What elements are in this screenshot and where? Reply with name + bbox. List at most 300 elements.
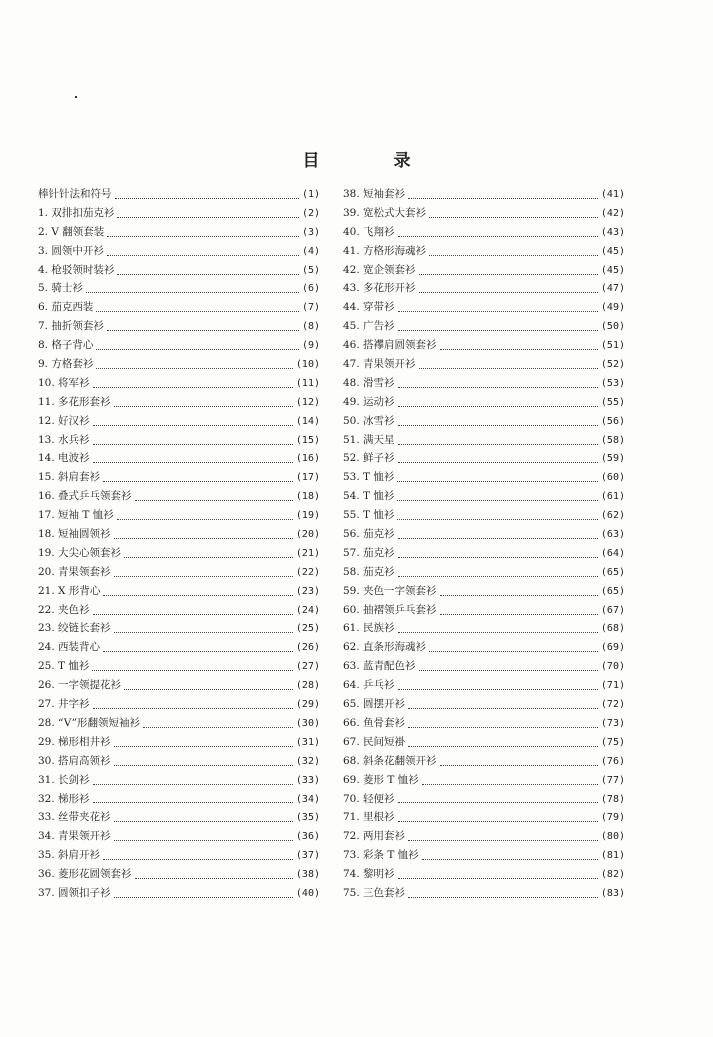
toc-entry xyxy=(38,583,320,602)
toc-entry xyxy=(38,469,320,488)
leader-dots xyxy=(96,305,299,312)
toc-entry-title: 47. 青果领开衫 xyxy=(343,358,416,371)
toc-entry-page: (12) xyxy=(295,396,320,408)
toc-entry-page: (29) xyxy=(295,699,320,711)
leader-dots xyxy=(103,589,293,596)
toc-entry xyxy=(38,602,320,621)
toc-entry-title: 23. 绞链长套衫 xyxy=(38,622,111,635)
toc-entry-title: 39. 宽松式大套衫 xyxy=(343,206,427,219)
toc-left-column xyxy=(38,186,320,904)
leader-dots xyxy=(408,702,598,709)
toc-entry xyxy=(38,639,320,658)
toc-entry-page: (20) xyxy=(295,529,320,541)
toc-entry-page: (55) xyxy=(600,396,625,408)
toc-entry-page: (21) xyxy=(295,547,320,559)
toc-entry xyxy=(38,205,320,224)
leader-dots xyxy=(398,400,598,407)
leader-dots xyxy=(86,286,299,293)
toc-entry xyxy=(343,564,625,583)
toc-entry-title: 58. 茄克衫 xyxy=(343,565,395,578)
toc-entry xyxy=(343,847,625,866)
toc-entry xyxy=(38,375,320,394)
toc-entry-page: (62) xyxy=(600,510,625,522)
leader-dots xyxy=(422,853,598,860)
leader-dots xyxy=(440,589,598,596)
toc-entry-page: (72) xyxy=(600,699,625,711)
toc-entry-page: (75) xyxy=(600,736,625,748)
toc-entry-title: 51. 满天星 xyxy=(343,433,395,446)
toc-entry-title: 5. 骑士衫 xyxy=(38,282,83,295)
toc-entry xyxy=(343,224,625,243)
toc-entry-title: 73. 彩条 T 恤衫 xyxy=(343,849,419,862)
leader-dots xyxy=(107,324,299,331)
toc-entry-page: (38) xyxy=(295,869,320,881)
leader-dots xyxy=(398,305,598,312)
leader-dots xyxy=(92,664,293,671)
leader-dots xyxy=(114,815,293,822)
toc-entry-title: 9. 方格套衫 xyxy=(38,358,94,371)
leader-dots xyxy=(96,343,299,350)
toc-entry xyxy=(343,337,625,356)
toc-entry-page: (64) xyxy=(600,547,625,559)
leader-dots xyxy=(117,268,299,275)
leader-dots xyxy=(398,230,598,237)
toc-entry-page: (23) xyxy=(295,585,320,597)
toc-entry xyxy=(38,280,320,299)
toc-entry-page: (67) xyxy=(600,604,625,616)
toc-entry xyxy=(343,356,625,375)
toc-entry-page: (42) xyxy=(600,207,625,219)
toc-entry-title: 27. 井字衫 xyxy=(38,698,90,711)
leader-dots xyxy=(124,683,293,690)
toc-entry-page: (56) xyxy=(600,415,625,427)
toc-entry-page: (33) xyxy=(295,774,320,786)
toc-entry xyxy=(38,356,320,375)
toc-entry-page: (24) xyxy=(295,604,320,616)
toc-entry-page: (82) xyxy=(600,869,625,881)
toc-entry-title: 7. 抽折领套衫 xyxy=(38,320,104,333)
toc-entry-page: (63) xyxy=(600,529,625,541)
leader-dots xyxy=(398,324,598,331)
leader-dots xyxy=(397,494,598,501)
toc-entry xyxy=(38,753,320,772)
toc-entry-title: 棒针针法和符号 xyxy=(38,188,112,200)
toc-entry-page: (2) xyxy=(301,207,320,219)
leader-dots xyxy=(419,664,598,671)
toc-entry-page: (61) xyxy=(600,491,625,503)
page-title: 目 录 xyxy=(302,151,445,171)
toc-entry-page: (27) xyxy=(295,661,320,673)
toc-entry-title: 41. 方格形海魂衫 xyxy=(343,244,427,257)
toc-entry-page: (7) xyxy=(301,302,320,314)
leader-dots xyxy=(107,249,299,256)
toc-entry-page: (71) xyxy=(600,680,625,692)
leader-dots xyxy=(103,645,293,652)
toc-entry-page: (31) xyxy=(295,736,320,748)
toc-entry-page: (34) xyxy=(295,793,320,805)
leader-dots xyxy=(93,778,293,785)
leader-dots xyxy=(408,721,598,728)
toc-entry-page: (15) xyxy=(295,434,320,446)
leader-dots xyxy=(103,475,293,482)
toc-entry xyxy=(38,526,320,545)
toc-entry-page: (81) xyxy=(600,850,625,862)
toc-entry-page: (11) xyxy=(295,377,320,389)
leader-dots xyxy=(93,702,293,709)
toc-entry-title: 45. 广告衫 xyxy=(343,320,395,333)
toc-entry-title: 71. 里根衫 xyxy=(343,811,395,824)
toc-entry-title: 46. 搭襻肩圆领套衫 xyxy=(343,339,437,352)
leader-dots xyxy=(398,456,598,463)
toc-entry-title: 22. 夹色衫 xyxy=(38,603,90,616)
toc-entry xyxy=(38,224,320,243)
toc-entry-page: (18) xyxy=(295,491,320,503)
toc-entry-title: 31. 长剑衫 xyxy=(38,773,90,786)
toc-entry-page: (3) xyxy=(301,226,320,238)
toc-entry xyxy=(38,809,320,828)
toc-entry-page: (68) xyxy=(600,623,625,635)
toc-entry-page: (16) xyxy=(295,453,320,465)
toc-entry xyxy=(343,772,625,791)
toc-entry-title: 68. 斜条花翻领开衫 xyxy=(343,754,437,767)
toc-entry xyxy=(38,243,320,262)
leader-dots xyxy=(397,513,598,520)
leader-dots xyxy=(114,740,293,747)
leader-dots xyxy=(429,645,598,652)
toc-entry-title: 20. 青果领套衫 xyxy=(38,565,111,578)
toc-entry-title: 13. 水兵衫 xyxy=(38,433,90,446)
toc-entry-title: 16. 叠式乒乓领套衫 xyxy=(38,490,132,503)
leader-dots xyxy=(422,778,598,785)
toc-entry-title: 29. 梯形相井衫 xyxy=(38,735,111,748)
toc-entry-page: (79) xyxy=(600,812,625,824)
toc-entry-title: 64. 乒乓衫 xyxy=(343,679,395,692)
toc-entry xyxy=(38,299,320,318)
toc-entry-title: 38. 短袖套衫 xyxy=(343,188,406,200)
toc-entry xyxy=(343,318,625,337)
leader-dots xyxy=(114,400,293,407)
toc-entry-page: (70) xyxy=(600,661,625,673)
toc-entry-title: 69. 菱形 T 恤衫 xyxy=(343,773,419,786)
leader-dots xyxy=(398,438,598,445)
toc-entry xyxy=(343,262,625,281)
toc-entry-page: (73) xyxy=(600,717,625,729)
toc-entry xyxy=(38,658,320,677)
toc-entry xyxy=(343,658,625,677)
toc-entry xyxy=(38,620,320,639)
toc-entry-page: (47) xyxy=(600,283,625,295)
toc-entry-title: 75. 三色套衫 xyxy=(343,886,406,899)
leader-dots xyxy=(398,551,598,558)
toc-entry-page: (45) xyxy=(600,245,625,257)
toc-entry xyxy=(38,696,320,715)
scan-speck xyxy=(75,96,77,98)
toc-entry-title: 10. 将军衫 xyxy=(38,376,90,389)
toc-entry xyxy=(343,450,625,469)
toc-entry-page: (45) xyxy=(600,264,625,276)
toc-entry-title: 26. 一字领提花衫 xyxy=(38,679,122,692)
toc-entry-page: (32) xyxy=(295,755,320,767)
toc-entry xyxy=(38,885,320,904)
toc-entry-page: (26) xyxy=(295,642,320,654)
toc-entry xyxy=(38,488,320,507)
leader-dots xyxy=(440,343,598,350)
toc-entry-page: (49) xyxy=(600,302,625,314)
leader-dots xyxy=(398,419,598,426)
toc-entry-page: (41) xyxy=(600,189,625,200)
toc-entry-title: 40. 飞翔衫 xyxy=(343,225,395,238)
toc-entry xyxy=(343,620,625,639)
toc-entry-title: 42. 宽企领套衫 xyxy=(343,263,416,276)
leader-dots xyxy=(114,891,293,898)
toc-entry xyxy=(38,262,320,281)
toc-entry-title: 67. 民间短褂 xyxy=(343,735,406,748)
toc-entry-title: 30. 搭肩高领衫 xyxy=(38,754,111,767)
toc-entry xyxy=(38,318,320,337)
leader-dots xyxy=(107,230,299,237)
toc-entry-title: 66. 鱼骨套衫 xyxy=(343,716,406,729)
toc-entry-page: (52) xyxy=(600,359,625,371)
toc-entry-page: (6) xyxy=(301,283,320,295)
leader-dots xyxy=(117,513,293,520)
toc-entry-title: 48. 滑雪衫 xyxy=(343,376,395,389)
toc-entry xyxy=(38,450,320,469)
leader-dots xyxy=(93,419,293,426)
toc-entry xyxy=(343,753,625,772)
toc-entry-page: (8) xyxy=(301,321,320,333)
toc-entry-page: (59) xyxy=(600,453,625,465)
leader-dots xyxy=(398,683,598,690)
leader-dots xyxy=(93,796,293,803)
toc-entry xyxy=(343,677,625,696)
toc-entry-title: 33. 丝带夹花衫 xyxy=(38,811,111,824)
toc-entry-title: 65. 圆摆开衫 xyxy=(343,698,406,711)
toc-entry-page: (30) xyxy=(295,717,320,729)
toc-entry xyxy=(343,809,625,828)
toc-entry-title: 24. 西装背心 xyxy=(38,641,101,654)
toc-entry-title: 15. 斜肩套衫 xyxy=(38,471,101,484)
toc-entry-title: 17. 短袖 T 恤衫 xyxy=(38,509,114,522)
toc-entry xyxy=(343,866,625,885)
toc-entry xyxy=(38,847,320,866)
toc-entry-title: 53. T 恤衫 xyxy=(343,471,395,484)
toc-entry-title: 14. 电波衫 xyxy=(38,452,90,465)
toc-entry-page: (17) xyxy=(295,472,320,484)
leader-dots xyxy=(440,608,598,615)
leader-dots xyxy=(93,608,293,615)
toc-entry xyxy=(343,828,625,847)
toc-entry xyxy=(38,186,320,205)
toc-entry xyxy=(343,280,625,299)
leader-dots xyxy=(124,551,293,558)
toc-entry-title: 61. 民族衫 xyxy=(343,622,395,635)
toc-entry-title: 36. 菱形花圆领套衫 xyxy=(38,868,132,881)
toc-entry-title: 59. 夹色一字领套衫 xyxy=(343,584,437,597)
leader-dots xyxy=(398,381,598,388)
toc-entry xyxy=(38,677,320,696)
toc-entry-title: 34. 青果领开衫 xyxy=(38,830,111,843)
toc-entry xyxy=(343,734,625,753)
toc-entry xyxy=(38,507,320,526)
toc-entry xyxy=(38,394,320,413)
toc-entry-page: (78) xyxy=(600,793,625,805)
toc-entry xyxy=(343,526,625,545)
toc-entry-page: (10) xyxy=(295,359,320,371)
toc-entry xyxy=(343,885,625,904)
leader-dots xyxy=(117,211,299,218)
toc-entry-page: (83) xyxy=(600,887,625,899)
leader-dots xyxy=(429,249,598,256)
toc-entry-page: (76) xyxy=(600,755,625,767)
leader-dots xyxy=(93,381,293,388)
toc-entry-title: 21. X 形背心 xyxy=(38,584,101,597)
toc-entry-title: 56. 茄克衫 xyxy=(343,528,395,541)
toc-entry-title: 60. 抽褶领乒乓套衫 xyxy=(343,603,437,616)
toc-entry-page: (1) xyxy=(301,189,320,200)
toc-entry-title: 44. 穿带衫 xyxy=(343,301,395,314)
toc-entry xyxy=(38,866,320,885)
toc-entry-page: (37) xyxy=(295,850,320,862)
toc-entry-page: (65) xyxy=(600,585,625,597)
toc-entry xyxy=(343,394,625,413)
toc-entry-page: (51) xyxy=(600,340,625,352)
leader-dots xyxy=(96,362,293,369)
toc-entry xyxy=(343,791,625,810)
toc-entry xyxy=(343,299,625,318)
toc-entry-page: (60) xyxy=(600,472,625,484)
leader-dots xyxy=(114,626,293,633)
toc-entry xyxy=(38,791,320,810)
leader-dots xyxy=(93,438,293,445)
toc-entry-title: 12. 好汉衫 xyxy=(38,414,90,427)
toc-entry-title: 43. 多花形开衫 xyxy=(343,282,416,295)
toc-entry xyxy=(343,243,625,262)
leader-dots xyxy=(440,759,598,766)
toc-entry-page: (80) xyxy=(600,831,625,843)
toc-entry xyxy=(38,545,320,564)
toc-entry xyxy=(343,432,625,451)
toc-entry-title: 11. 多花形套衫 xyxy=(38,395,111,408)
toc-entry-title: 2. V 翻领套装 xyxy=(38,225,105,238)
toc-entry-title: 35. 斜肩开衫 xyxy=(38,849,101,862)
toc-entry xyxy=(343,545,625,564)
toc-entry-page: (19) xyxy=(295,510,320,522)
toc-entry xyxy=(343,639,625,658)
toc-entry-title: 1. 双排扣茄克衫 xyxy=(38,206,115,219)
toc-entry-page: (22) xyxy=(295,566,320,578)
toc-entry-title: 3. 圆领中开衫 xyxy=(38,244,104,257)
leader-dots xyxy=(398,626,598,633)
leader-dots xyxy=(135,494,293,501)
toc-entry xyxy=(343,696,625,715)
toc-entry-page: (4) xyxy=(301,245,320,257)
toc-entry-title: 54. T 恤衫 xyxy=(343,490,395,503)
leader-dots xyxy=(114,759,293,766)
toc-entry xyxy=(343,488,625,507)
toc-entry xyxy=(38,337,320,356)
toc-entry-page: (9) xyxy=(301,340,320,352)
toc-entry-title: 72. 两用套衫 xyxy=(343,830,406,843)
toc-entry-title: 4. 枪驳领时装衫 xyxy=(38,263,115,276)
toc-entry-title: 49. 运动衫 xyxy=(343,395,395,408)
leader-dots xyxy=(419,268,598,275)
toc-entry-page: (36) xyxy=(295,831,320,843)
toc-entry-title: 50. 冰雪衫 xyxy=(343,414,395,427)
toc-entry-page: (40) xyxy=(295,887,320,899)
toc-entry-title: 70. 轻便衫 xyxy=(343,792,395,805)
leader-dots xyxy=(115,192,299,199)
toc-entry-page: (5) xyxy=(301,264,320,276)
leader-dots xyxy=(429,211,598,218)
leader-dots xyxy=(408,834,598,841)
leader-dots xyxy=(114,570,293,577)
toc-entry-title: 52. 鲜子衫 xyxy=(343,452,395,465)
toc-entry xyxy=(343,186,625,205)
toc-entry-page: (77) xyxy=(600,774,625,786)
leader-dots xyxy=(419,286,598,293)
toc-entry-page: (69) xyxy=(600,642,625,654)
toc-entry-page: (50) xyxy=(600,321,625,333)
toc-entry-title: 6. 茄克西装 xyxy=(38,301,94,314)
leader-dots xyxy=(143,721,293,728)
toc-entry xyxy=(38,432,320,451)
toc-entry-title: 57. 茄克衫 xyxy=(343,546,395,559)
toc-entry-title: 8. 格子背心 xyxy=(38,339,94,352)
leader-dots xyxy=(397,475,598,482)
leader-dots xyxy=(135,872,293,879)
toc-entry-title: 18. 短袖圆领衫 xyxy=(38,528,111,541)
leader-dots xyxy=(408,891,598,898)
toc-entry-title: 32. 梯形衫 xyxy=(38,792,90,805)
toc-entry xyxy=(343,715,625,734)
leader-dots xyxy=(398,872,598,879)
toc-entry-title: 25. T 恤衫 xyxy=(38,660,90,673)
toc-entry xyxy=(38,828,320,847)
toc-entry-page: (28) xyxy=(295,680,320,692)
toc-entry-title: 63. 蓝青配色衫 xyxy=(343,660,416,673)
toc-entry xyxy=(343,602,625,621)
toc-entry xyxy=(343,375,625,394)
leader-dots xyxy=(408,740,598,747)
toc-entry xyxy=(343,413,625,432)
toc-entry xyxy=(343,469,625,488)
leader-dots xyxy=(114,532,293,539)
leader-dots xyxy=(398,815,598,822)
toc-entry xyxy=(38,734,320,753)
leader-dots xyxy=(398,796,598,803)
toc-entry-title: 74. 黎明衫 xyxy=(343,868,395,881)
leader-dots xyxy=(93,456,293,463)
toc-entry-page: (58) xyxy=(600,434,625,446)
toc-entry-title: 37. 圆领扣子衫 xyxy=(38,886,111,899)
toc-entry-title: 28. “V”形翻领短袖衫 xyxy=(38,716,141,729)
toc-entry xyxy=(38,772,320,791)
toc-entry-title: 62. 直条形海魂衫 xyxy=(343,641,427,654)
toc-entry-page: (14) xyxy=(295,415,320,427)
leader-dots xyxy=(398,570,598,577)
toc-entry xyxy=(38,715,320,734)
leader-dots xyxy=(408,192,598,199)
leader-dots xyxy=(114,834,293,841)
leader-dots xyxy=(419,362,598,369)
leader-dots xyxy=(398,532,598,539)
toc-right-column xyxy=(343,186,625,904)
toc-entry-page: (65) xyxy=(600,566,625,578)
toc-entry-page: (25) xyxy=(295,623,320,635)
toc-entry xyxy=(343,583,625,602)
toc-entry-title: 55. T 恤衫 xyxy=(343,509,395,522)
toc-entry-page: (53) xyxy=(600,377,625,389)
